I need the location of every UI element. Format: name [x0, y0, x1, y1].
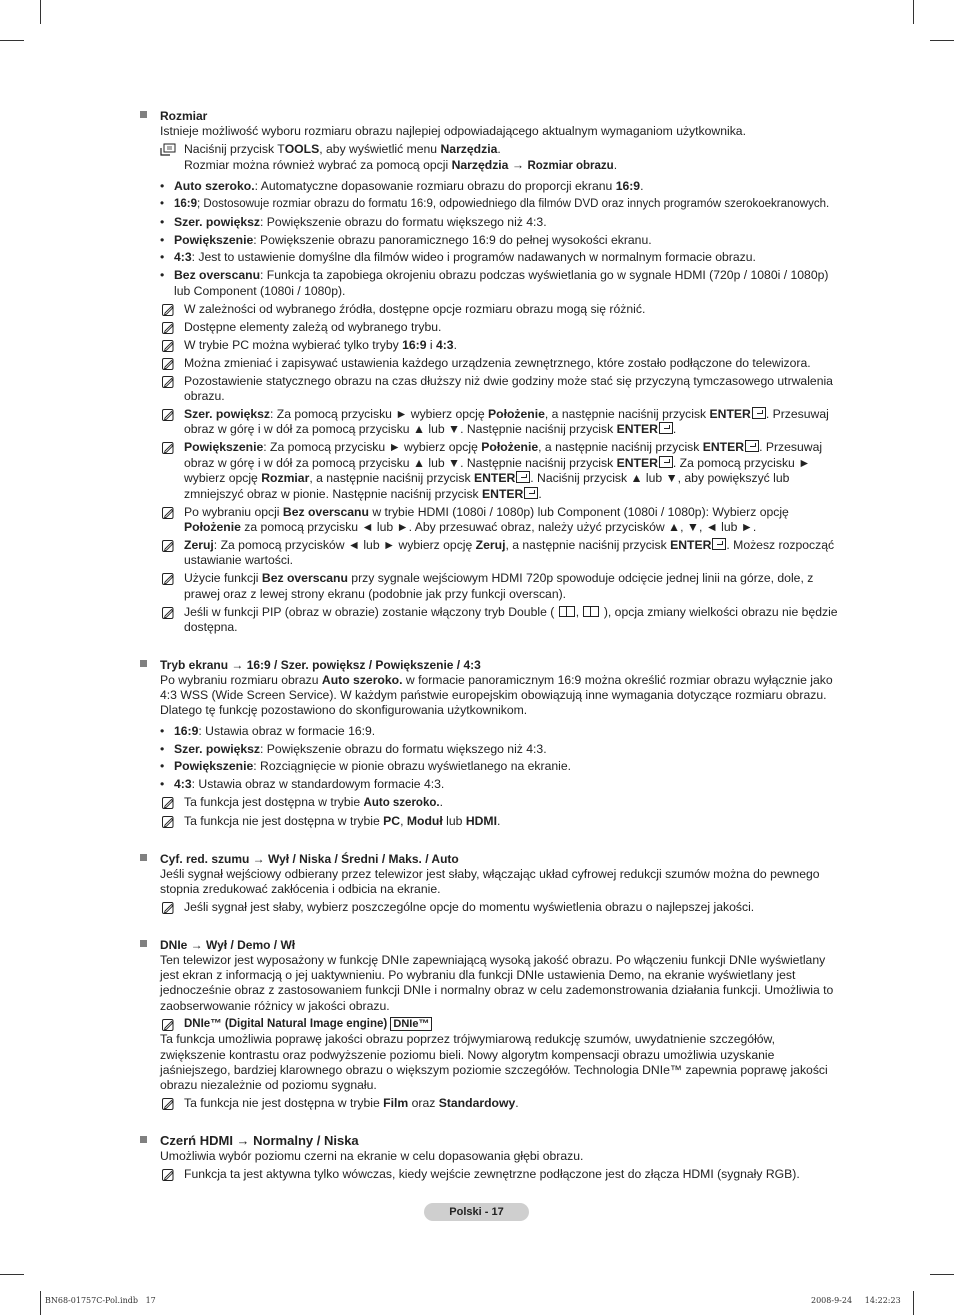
- footer-file: BN68-01757C-Pol.indb 17: [45, 1296, 156, 1305]
- enter-icon: [745, 440, 759, 452]
- note-icon: [161, 506, 175, 520]
- list-item: • Auto szeroko.: Automatyczne dopasowanie rozmiaru obrazu do proporcji ekranu 16:9.: [160, 179, 840, 194]
- enter-icon: [516, 471, 530, 483]
- section-rozmiar: [140, 108, 840, 636]
- enter-icon: [659, 456, 673, 468]
- note: Zeruj: Za pomocą przycisków ◄ lub ► wybierz opcję Zeruj, a następnie naciśnij przycisk ENTER . Możesz rozpocząć ustawianie wartości.: [160, 538, 840, 569]
- tools-icon: [160, 143, 176, 157]
- section-bullet-square: [140, 111, 147, 118]
- list-item: • Bez overscanu: Funkcja ta zapobiega okrojeniu obrazu podczas wyświetlania go w sygnale HDMI (720p / 1080i / 1080p) lub Component (1080i / 1080p).: [160, 268, 840, 299]
- dnie-logo: DNIe™: [390, 1017, 432, 1031]
- list-item: • 16:9: Ustawia obraz w formacie 16:9.: [160, 724, 840, 739]
- note: Jeśli sygnał jest słaby, wybierz poszczególne opcje do momentu wyświetlenia obrazu o najlepszej jakości.: [160, 900, 840, 915]
- note: Ta funkcja jest dostępna w trybie Auto szeroko..: [160, 795, 840, 811]
- crop-mark: [913, 0, 914, 24]
- manual-page-content: [140, 108, 840, 1182]
- list-item: • 16:9; Dostosowuje rozmiar obrazu do formatu 16:9, odpowiedniego dla filmów DVD oraz innych programów szerokoekranowych.: [160, 197, 840, 212]
- note-icon: [161, 572, 175, 586]
- note: Można zmieniać i zapisywać ustawienia każdego urządzenia zewnętrznego, które zostało podłączone do telewizora.: [160, 356, 840, 371]
- note-icon: [161, 357, 175, 371]
- enter-icon: [752, 407, 766, 419]
- note-icon: [161, 441, 175, 455]
- list-item: • Szer. powiększ: Powiększenie obrazu do formatu większego niż 4:3.: [160, 742, 840, 757]
- note: DNIe™ (Digital Natural Image engine) DNIe™: [160, 1017, 840, 1032]
- section-intro: Jeśli sygnał wejściowy odbierany przez telewizor jest słaby, włączając układ cyfrowej redukcji szumów można do pewnego stopnia zredukować zakłócenia i odbicia na ekranie.: [160, 866, 820, 897]
- dnie-description: Ta funkcja umożliwia poprawę jakości obrazu poprzez trójwymiarową redukcję szumów, uwydatnienie szczegółów, zwiększenie kontrastu oraz podwyższenie poziomu bieli. Nowy algorytm kompensacji obrazu umożliwia uzyskanie jaśniejszego, bardziej klarownego obrazu o większym poziomie szczegółów. Technologia DNIe™ zapewnia poprawę jakości obrazu niezależnie od poziomu sygnału.: [160, 1032, 828, 1093]
- enter-icon: [659, 422, 673, 434]
- section-title: Rozmiar: [160, 109, 208, 123]
- note-icon: [161, 796, 175, 810]
- footer-datetime: 2008-9-24 14:22:23: [811, 1296, 901, 1305]
- note: Szer. powiększ: Za pomocą przycisku ► wybierz opcję Położenie, a następnie naciśnij przycisk ENTER . Przesuwaj obraz w górę i w dół za pomocą przycisku ▲ lub ▼. Następnie naciśnij przycisk ENTER .: [160, 407, 840, 438]
- note-icon: [161, 1018, 175, 1032]
- note: Ta funkcja nie jest dostępna w trybie Film oraz Standardowy.: [160, 1096, 840, 1111]
- section-intro: Istnieje możliwość wyboru rozmiaru obrazu najlepiej odpowiadającego aktualnym wymaganiom użytkownika.: [160, 124, 746, 138]
- section-intro: Ten telewizor jest wyposażony w funkcję DNIe zapewniającą wysoką jakość obrazu. Po włączeniu funkcji DNIe wyświetlany jest ekran z informacją o jej uaktywnieniu. Po wybraniu dla funkcji DNIe ustawienia Demo, na ekranie wyświetlany jest jednocześnie obraz z zastosowaniem funkcji DNIe i normalny obraz w celu zademonstrowania działania funkcji. Umożliwia to zaobserwowanie różnicy w jakości obrazu.: [160, 952, 834, 1013]
- section-bullet-square: [140, 1136, 147, 1143]
- section-czern-hdmi: [140, 1133, 840, 1182]
- note: Powiększenie: Za pomocą przycisku ► wybierz opcję Położenie, a następnie naciśnij przycisk ENTER . Przesuwaj obraz w górę i w dół za pomocą przycisku ▲ lub ▼. Następnie naciśnij przycisk ENTER . Za pomocą przycisku ► wybierz opcję Rozmiar, a następnie naciśnij przycisk ENTER . Naciśnij przycisk ▲ lub ▼, aby powiększyć lub zmniejszyć obraz w pionie. Następnie naciśnij przycisk ENTER .: [160, 440, 840, 502]
- note-icon: [161, 1097, 175, 1111]
- option-list: [160, 179, 840, 299]
- section-title: Tryb ekranu → 16:9 / Szer. powiększ / Powiększenie / 4:3: [160, 657, 481, 672]
- enter-icon: [524, 487, 538, 499]
- section-intro: Umożliwia wybór poziomu czerni na ekranie w celu dopasowania głębi obrazu.: [160, 1148, 584, 1163]
- note: Jeśli w funkcji PIP (obraz w obrazie) zostanie włączony tryb Double ( , ), opcja zmiany wielkości obrazu nie będzie dostępna.: [160, 605, 840, 636]
- note: W trybie PC można wybierać tylko tryby 16:9 i 4:3.: [160, 338, 840, 353]
- note-icon: [161, 901, 175, 915]
- pip-double-icon: [583, 606, 599, 617]
- section-intro: Po wybraniu rozmiaru obrazu Auto szeroko. w formacie panoramicznym 16:9 można określić rozmiar obrazu wyłącznie jako 4:3 WSS (Wide Screen Service). W każdym państwie europejskim obowiązują inne wymagania dotyczące rozmiaru obrazu. Dlatego tę funkcję pozostawiono do skonfigurowania użytkownikom.: [160, 672, 833, 718]
- crop-mark: [930, 1274, 954, 1275]
- enter-icon: [712, 538, 726, 550]
- crop-mark: [0, 40, 24, 41]
- note: Pozostawienie statycznego obrazu na czas dłuższy niż dwie godziny może stać się przyczyną tymczasowego utrwalenia obrazu.: [160, 374, 840, 405]
- list-item: • Powiększenie: Rozciągnięcie w pionie obrazu wyświetlanego na ekranie.: [160, 759, 840, 774]
- list-item: • Powiększenie: Powiększenie obrazu panoramicznego 16:9 do pełnej wysokości ekranu.: [160, 233, 840, 248]
- list-item: • 4:3: Jest to ustawienie domyślne dla filmów wideo i programów nadawanych w normalnym formacie obrazu.: [160, 250, 840, 265]
- note-icon: [161, 539, 175, 553]
- option-list: [160, 724, 840, 793]
- note-icon: [161, 606, 175, 620]
- section-dnie: [140, 937, 840, 1112]
- note-icon: [161, 375, 175, 389]
- section-title: Cyf. red. szumu → Wył / Niska / Średni / Maks. / Auto: [160, 851, 459, 866]
- note-icon: [161, 303, 175, 317]
- section-bullet-square: [140, 940, 147, 947]
- crop-mark: [0, 1274, 24, 1275]
- list-item: • 4:3: Ustawia obraz w standardowym formacie 4:3.: [160, 777, 840, 792]
- pip-double-icon: [559, 606, 575, 617]
- note: Użycie funkcji Bez overscanu przy sygnale wejściowym HDMI 720p spowoduje odcięcie jednej linii na górze, dole, z prawej oraz z lewej strony ekranu (podobnie jak przy funkcji overscan).: [160, 571, 840, 602]
- section-bullet-square: [140, 660, 147, 667]
- note: Funkcja ta jest aktywna tylko wówczas, kiedy wejście zewnętrzne podłączone jest do złącza HDMI (sygnały RGB).: [160, 1167, 840, 1182]
- note: Po wybraniu opcji Bez overscanu w trybie HDMI (1080i / 1080p) lub Component (1080i / 1080p): Wybierz opcję Położenie za pomocą przycisku ◄ lub ►. Aby przesuwać obraz, należy użyć przycisków ▲, ▼, ◄ lub ►.: [160, 505, 840, 536]
- note: Ta funkcja nie jest dostępna w trybie PC, Moduł lub HDMI.: [160, 814, 840, 829]
- crop-mark: [40, 1291, 41, 1315]
- note-icon: [161, 815, 175, 829]
- section-title: DNIe → Wył / Demo / Wł: [160, 937, 296, 952]
- section-title: Czerń HDMI → Normalny / Niska: [160, 1132, 359, 1148]
- note-icon: [161, 408, 175, 422]
- note-icon: [161, 321, 175, 335]
- section-redukcja-szumu: [140, 851, 840, 916]
- page-number: Polski - 17: [424, 1203, 529, 1221]
- crop-mark: [930, 40, 954, 41]
- tools-tip: Naciśnij przycisk TOOLS, aby wyświetlić menu Narzędzia. Rozmiar można również wybrać za pomocą opcji Narzędzia → Rozmiar obrazu.: [160, 142, 840, 174]
- list-item: • Szer. powiększ: Powiększenie obrazu do formatu większego niż 4:3.: [160, 215, 840, 230]
- note-icon: [161, 339, 175, 353]
- note: Dostępne elementy zależą od wybranego trybu.: [160, 320, 840, 335]
- section-tryb-ekranu: [140, 657, 840, 830]
- crop-mark: [913, 1291, 914, 1315]
- note: W zależności od wybranego źródła, dostępne opcje rozmiaru obrazu mogą się różnić.: [160, 302, 840, 317]
- note-icon: [161, 1168, 175, 1182]
- section-bullet-square: [140, 854, 147, 861]
- crop-mark: [40, 0, 41, 24]
